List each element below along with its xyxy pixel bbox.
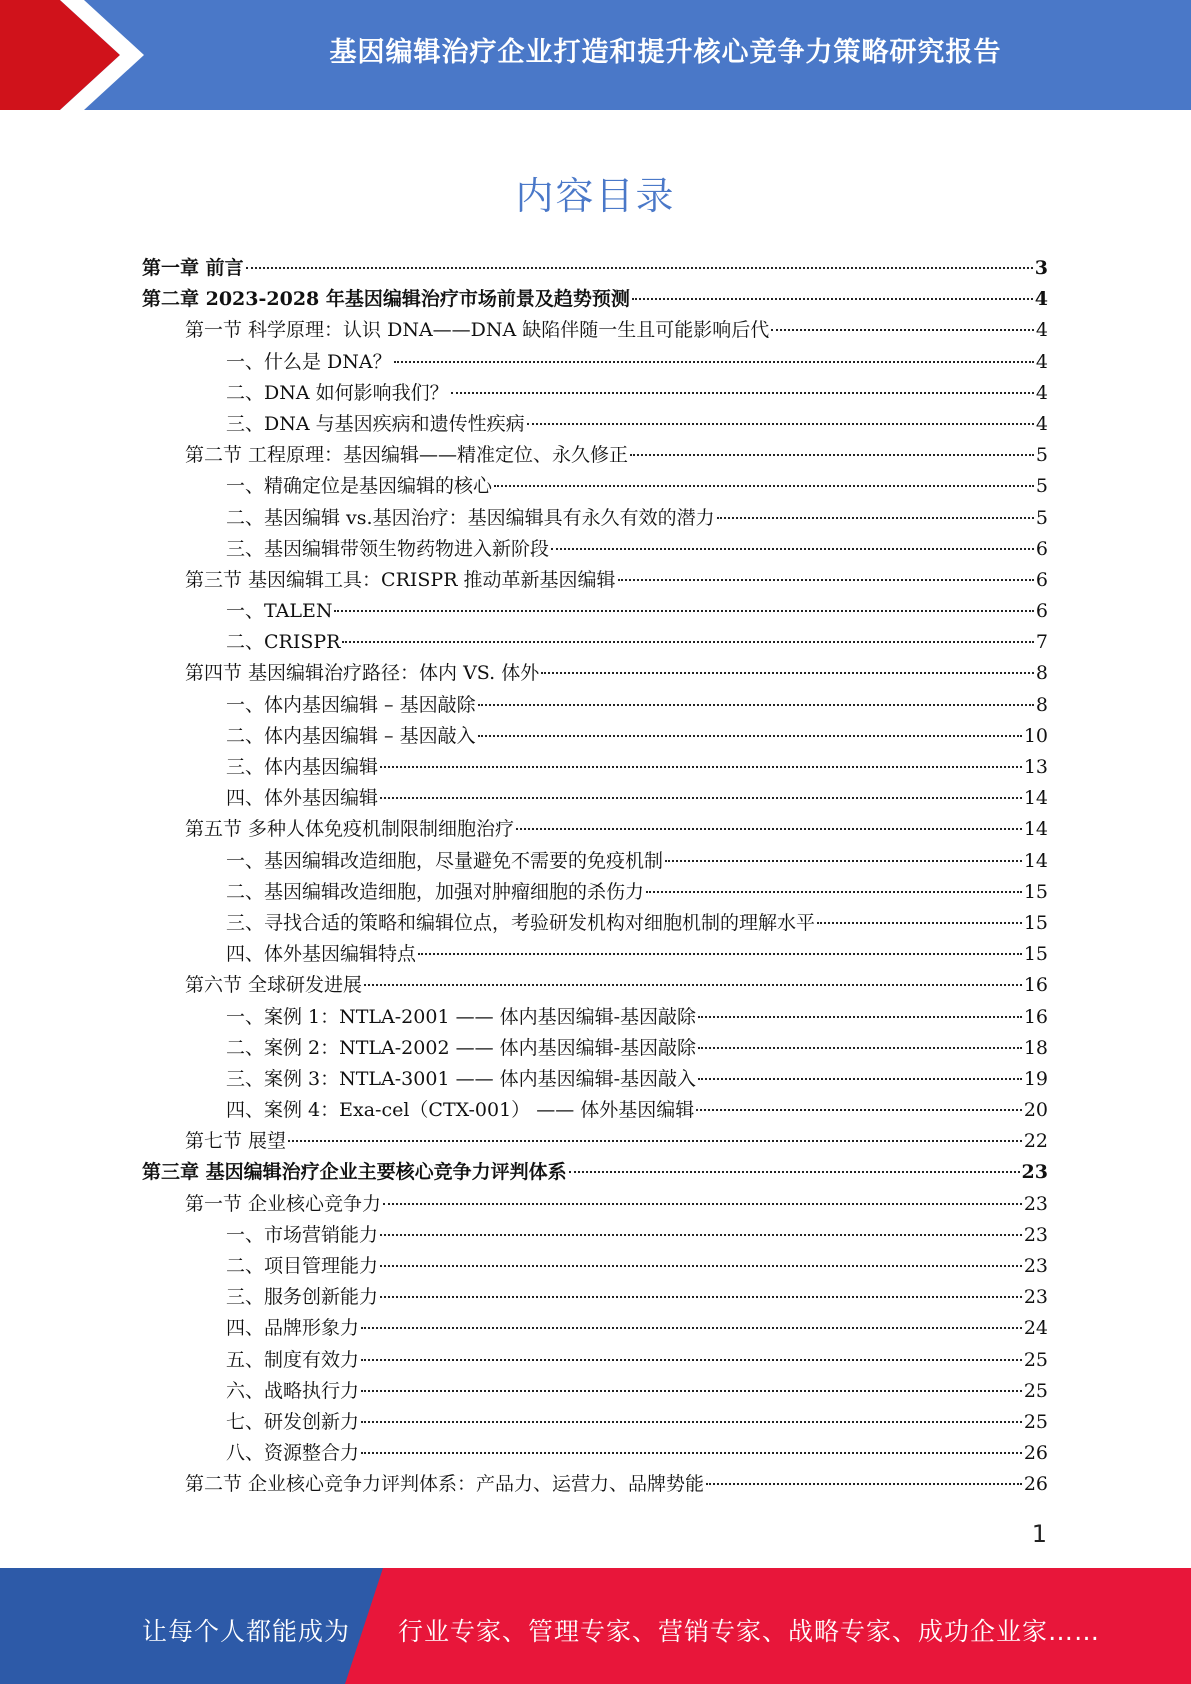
- toc-entry-page: 5: [1035, 475, 1048, 498]
- toc-entry[interactable]: [142, 1376, 1048, 1407]
- toc-entry[interactable]: [142, 814, 1048, 845]
- toc-entry[interactable]: [142, 378, 1048, 409]
- toc-entry[interactable]: [142, 721, 1048, 752]
- toc-dot-leader: [569, 1171, 1020, 1173]
- toc-dot-leader: [665, 860, 1022, 862]
- toc-entry-title: 三、案例 3：NTLA-3001 —— 体内基因编辑-基因敲入: [226, 1067, 697, 1090]
- toc-entry[interactable]: [142, 1345, 1048, 1376]
- toc-entry[interactable]: [142, 1064, 1048, 1095]
- toc-dot-leader: [618, 579, 1034, 581]
- toc-entry-title: 五、制度有效力: [226, 1348, 360, 1371]
- toc-entry-title: 第二节 企业核心竞争力评判体系：产品力、运营力、品牌势能: [185, 1473, 705, 1496]
- toc-dot-leader: [342, 641, 1033, 643]
- toc-entry-page: 4: [1035, 350, 1048, 373]
- toc-entry-page: 4: [1035, 381, 1048, 404]
- toc-entry[interactable]: [142, 752, 1048, 783]
- report-title: 基因编辑治疗企业打造和提升核心竞争力策略研究报告: [329, 37, 1002, 68]
- toc-entry[interactable]: [142, 1407, 1048, 1438]
- toc-dot-leader: [361, 1452, 1022, 1454]
- page-number: 1: [1031, 1520, 1047, 1548]
- toc-entry[interactable]: [142, 596, 1048, 627]
- toc-entry-title: 四、案例 4：Exa-cel（CTX-001） —— 体外基因编辑: [226, 1099, 695, 1122]
- toc-dot-leader: [394, 361, 1034, 363]
- toc-entry-title: 八、资源整合力: [226, 1442, 360, 1465]
- toc-entry-page: 15: [1023, 880, 1048, 903]
- toc-entry[interactable]: [142, 1313, 1048, 1344]
- toc-dot-leader: [288, 1140, 1022, 1142]
- toc-entry-title: 三、服务创新能力: [226, 1286, 379, 1309]
- toc-entry-page: 15: [1023, 911, 1048, 934]
- toc-entry-page: 19: [1023, 1067, 1048, 1090]
- toc-entry-title: 二、案例 2：NTLA-2002 —— 体内基因编辑-基因敲除: [226, 1036, 697, 1059]
- toc-entry[interactable]: [142, 690, 1048, 721]
- toc-dot-leader: [246, 267, 1033, 269]
- toc-entry-title: 第四节 基因编辑治疗路径：体内 VS. 体外: [185, 662, 540, 685]
- toc-entry-page: 25: [1023, 1410, 1048, 1433]
- toc-entry-page: 22: [1023, 1130, 1048, 1153]
- toc-entry[interactable]: [142, 877, 1048, 908]
- toc-entry-page: 4: [1035, 412, 1048, 435]
- toc-entry-title: 一、TALEN: [226, 600, 333, 623]
- toc-entry-page: 25: [1023, 1379, 1048, 1402]
- toc-entry[interactable]: [142, 908, 1048, 939]
- toc-entry[interactable]: [142, 1157, 1048, 1188]
- toc-entry-title: 第一章 前言: [142, 257, 244, 279]
- toc-entry-title: 四、体外基因编辑特点: [226, 943, 417, 966]
- toc-entry-title: 一、什么是 DNA？: [226, 350, 392, 373]
- toc-entry[interactable]: [142, 409, 1048, 440]
- toc-entry-title: 第六节 全球研发进展: [185, 974, 363, 997]
- toc-entry-page: 8: [1035, 693, 1048, 716]
- toc-entry[interactable]: [142, 534, 1048, 565]
- toc-dot-leader: [706, 1483, 1022, 1485]
- toc-entry-page: 6: [1035, 568, 1048, 591]
- toc-entry[interactable]: [142, 471, 1048, 502]
- toc-entry-page: 4: [1035, 319, 1048, 342]
- toc-entry-page: 16: [1023, 1005, 1048, 1028]
- toc-dot-leader: [478, 735, 1022, 737]
- toc-entry-page: 26: [1023, 1442, 1048, 1465]
- toc-entry[interactable]: [142, 1251, 1048, 1282]
- toc-entry[interactable]: [142, 846, 1048, 877]
- toc-dot-leader: [361, 1327, 1022, 1329]
- toc-entry-title: 二、项目管理能力: [226, 1255, 379, 1277]
- toc-entry-title: 二、DNA 如何影响我们？: [226, 381, 449, 404]
- toc-entry-title: 一、案例 1：NTLA-2001 —— 体内基因编辑-基因敲除: [226, 1005, 697, 1028]
- toc-entry-title: 一、体内基因编辑 – 基因敲除: [226, 693, 476, 716]
- toc-dot-leader: [527, 423, 1034, 425]
- toc-entry-title: 第二节 工程原理：基因编辑——精准定位、永久修正: [185, 444, 629, 467]
- toc-entry-page: 23: [1021, 1161, 1048, 1184]
- toc-entry-title: 三、寻找合适的策略和编辑位点，考验研发机构对细胞机制的理解水平: [226, 911, 816, 934]
- toc-entry-title: 第一节 企业核心竞争力: [185, 1192, 382, 1215]
- toc-dot-leader: [717, 517, 1034, 519]
- table-of-contents: [142, 253, 1048, 1501]
- toc-entry-title: 第七节 展望: [185, 1130, 287, 1153]
- toc-dot-leader: [646, 891, 1022, 893]
- toc-entry-title: 一、基因编辑改造细胞，尽量避免不需要的免疫机制: [226, 849, 664, 872]
- toc-dot-leader: [380, 1234, 1022, 1236]
- toc-entry[interactable]: [142, 347, 1048, 378]
- footer-slogan-left: 让每个人都能成为: [142, 1617, 351, 1646]
- toc-entry-page: 6: [1035, 537, 1048, 560]
- toc-entry-page: 23: [1023, 1192, 1048, 1215]
- toc-entry-title: 四、体外基因编辑: [226, 787, 379, 810]
- toc-dot-leader: [494, 485, 1034, 487]
- toc-dot-leader: [551, 548, 1034, 550]
- toc-heading: 内容目录: [515, 174, 676, 218]
- toc-entry-page: 26: [1023, 1473, 1048, 1496]
- toc-entry[interactable]: [142, 939, 1048, 970]
- toc-dot-leader: [380, 1265, 1022, 1267]
- toc-dot-leader: [632, 298, 1033, 300]
- toc-dot-leader: [698, 1078, 1022, 1080]
- toc-entry[interactable]: [142, 1033, 1048, 1064]
- toc-entry[interactable]: [142, 1095, 1048, 1126]
- toc-dot-leader: [383, 1203, 1022, 1205]
- toc-dot-leader: [541, 672, 1034, 674]
- toc-entry[interactable]: [142, 565, 1048, 596]
- toc-entry-page: 14: [1023, 787, 1048, 810]
- toc-entry-page: 23: [1023, 1223, 1048, 1246]
- toc-entry[interactable]: [142, 1126, 1048, 1157]
- toc-entry-title: 四、品牌形象力: [226, 1317, 360, 1340]
- toc-dot-leader: [771, 329, 1034, 331]
- toc-entry[interactable]: [142, 1189, 1048, 1220]
- toc-entry[interactable]: [142, 783, 1048, 814]
- toc-dot-leader: [361, 1390, 1022, 1392]
- toc-dot-leader: [451, 392, 1034, 394]
- toc-dot-leader: [478, 704, 1034, 706]
- toc-entry-title: 二、基因编辑改造细胞，加强对肿瘤细胞的杀伤力: [226, 880, 645, 903]
- toc-entry-title: 一、市场营销能力: [226, 1223, 379, 1246]
- toc-dot-leader: [334, 610, 1033, 612]
- toc-dot-leader: [380, 766, 1022, 768]
- toc-entry-title: 第一节 科学原理：认识 DNA——DNA 缺陷伴随一生且可能影响后代: [185, 319, 770, 342]
- footer-slogan-right: 行业专家、管理专家、营销专家、战略专家、成功企业家……: [398, 1617, 1101, 1646]
- toc-entry-title: 一、精确定位是基因编辑的核心: [226, 475, 493, 498]
- toc-entry-page: 3: [1034, 257, 1048, 279]
- toc-dot-leader: [630, 454, 1034, 456]
- toc-entry-page: 20: [1023, 1099, 1048, 1122]
- toc-entry-page: 13: [1023, 756, 1048, 778]
- toc-dot-leader: [361, 1421, 1022, 1423]
- toc-entry-page: 23: [1023, 1286, 1048, 1309]
- toc-entry[interactable]: [142, 627, 1048, 658]
- toc-entry-page: 14: [1023, 818, 1048, 841]
- header-banner: [0, 0, 1191, 110]
- toc-entry[interactable]: [142, 1220, 1048, 1251]
- toc-entry-title: 第三章 基因编辑治疗企业主要核心竞争力评判体系: [142, 1161, 567, 1184]
- toc-entry-page: 5: [1035, 444, 1048, 467]
- toc-entry-page: 5: [1035, 506, 1048, 529]
- toc-dot-leader: [698, 1016, 1022, 1018]
- toc-entry-title: 三、基因编辑带领生物药物进入新阶段: [226, 537, 550, 560]
- toc-entry-page: 25: [1023, 1348, 1048, 1371]
- toc-entry[interactable]: [142, 658, 1048, 689]
- toc-entry[interactable]: [142, 503, 1048, 534]
- toc-entry[interactable]: [142, 440, 1048, 471]
- toc-entry-page: 4: [1034, 288, 1048, 311]
- toc-entry-title: 二、体内基因编辑 – 基因敲入: [226, 724, 476, 747]
- toc-dot-leader: [696, 1109, 1022, 1111]
- toc-entry[interactable]: [142, 1282, 1048, 1313]
- toc-entry-page: 15: [1023, 943, 1048, 966]
- toc-dot-leader: [364, 984, 1022, 986]
- toc-entry-page: 7: [1035, 631, 1048, 654]
- toc-entry[interactable]: [142, 253, 1048, 284]
- toc-entry-title: 二、基因编辑 vs.基因治疗：基因编辑具有永久有效的潜力: [226, 506, 715, 529]
- toc-entry[interactable]: [142, 1002, 1048, 1033]
- toc-entry-title: 三、体内基因编辑: [226, 756, 379, 778]
- toc-entry-page: 18: [1023, 1036, 1048, 1059]
- toc-entry-page: 16: [1023, 974, 1048, 997]
- footer-banner: [0, 1568, 1191, 1684]
- toc-entry-title: 三、DNA 与基因疾病和遗传性疾病: [226, 412, 525, 435]
- toc-entry-page: 24: [1023, 1317, 1048, 1340]
- toc-entry-title: 第二章 2023-2028 年基因编辑治疗市场前景及趋势预测: [142, 288, 630, 311]
- toc-dot-leader: [380, 797, 1022, 799]
- toc-entry-page: 10: [1023, 724, 1048, 747]
- toc-dot-leader: [361, 1359, 1022, 1361]
- toc-dot-leader: [516, 828, 1022, 830]
- toc-entry-title: 第五节 多种人体免疫机制限制细胞治疗: [185, 818, 515, 841]
- header-arrow-decoration: [0, 0, 150, 110]
- toc-dot-leader: [418, 953, 1022, 955]
- toc-entry-page: 14: [1023, 849, 1048, 872]
- toc-dot-leader: [380, 1296, 1022, 1298]
- toc-entry[interactable]: [142, 1438, 1048, 1469]
- toc-entry[interactable]: [142, 284, 1048, 315]
- toc-entry-page: 8: [1035, 662, 1048, 685]
- toc-entry-title: 六、战略执行力: [226, 1379, 360, 1402]
- toc-entry-title: 第三节 基因编辑工具：CRISPR 推动革新基因编辑: [185, 568, 616, 591]
- toc-entry-title: 二、CRISPR: [226, 631, 341, 654]
- toc-entry[interactable]: [142, 315, 1048, 346]
- toc-entry-page: 6: [1035, 600, 1048, 623]
- toc-entry[interactable]: [142, 1469, 1048, 1500]
- toc-entry-page: 23: [1023, 1255, 1048, 1277]
- toc-entry[interactable]: [142, 970, 1048, 1001]
- toc-dot-leader: [698, 1047, 1022, 1049]
- toc-dot-leader: [817, 922, 1022, 924]
- toc-entry-title: 七、研发创新力: [226, 1410, 360, 1433]
